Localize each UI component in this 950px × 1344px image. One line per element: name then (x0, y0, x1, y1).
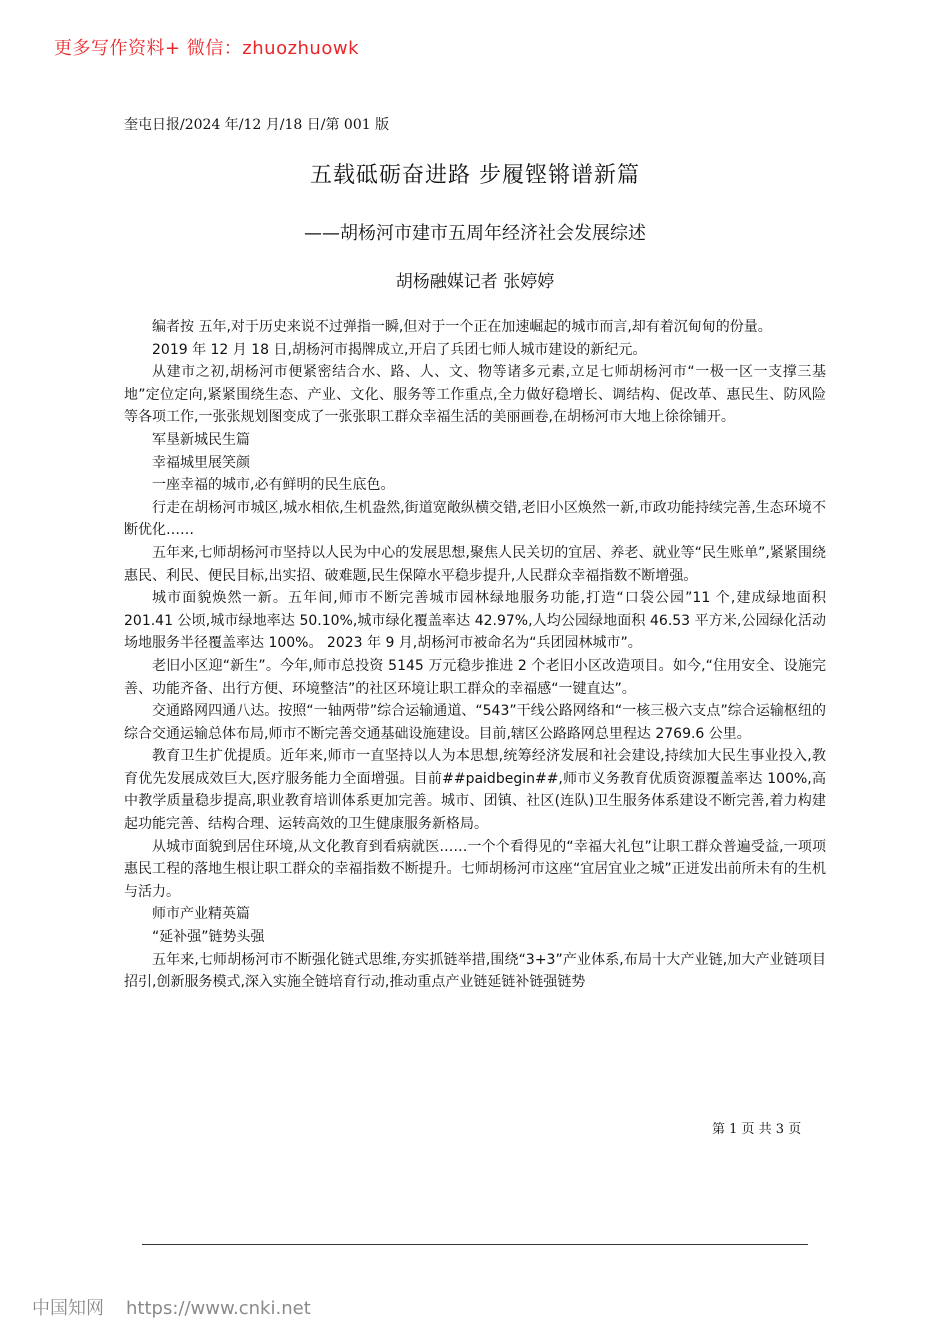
paragraph: 一座幸福的城市,必有鲜明的民生底色。 (152, 477, 395, 494)
cnki-watermark (32, 1294, 311, 1320)
source-line: 奎屯日报/2024 年/12 月/18 日/第 001 版 (124, 117, 390, 133)
paragraph: 五年来,七师胡杨河市坚持以人民为中心的发展思想,聚焦人民关切的宜居、养老、就业等“民生账单”,紧紧围绕惠民、利民、便民目标,出实招、破难题,民生保障水平稳步提升,人民群众幸福指数不断增强。 (124, 544, 826, 584)
paragraph: 从城市面貌到居住环境,从文化教育到看病就医……一个个看得见的“幸福大礼包”让职工群众普遍受益,一项项惠民工程的落地生根让职工群众的幸福指数不断提升。七师胡杨河市这座“宜居宜业之城”正迸发出前所未有的生机与活力。 (124, 838, 826, 900)
paragraph: 2019 年 12 月 18 日,胡杨河市揭牌成立,开启了兵团七师人城市建设的新纪元。 (152, 341, 647, 358)
paragraph: 从建市之初,胡杨河市便紧密结合水、路、人、文、物等诸多元素,立足七师胡杨河市“一极一区一支撑三基地”定位定向,紧紧围绕生态、产业、文化、服务等工作重点,全力做好稳增长、调结构、促改革、惠民生、防风险等各项工作,一张张规划图变成了一张张职工群众幸福生活的美丽画卷,在胡杨河市大地上徐徐铺开。 (124, 364, 826, 426)
paragraph: 老旧小区迎“新生”。今年,师市总投资 5145 万元稳步推进 2 个老旧小区改造项目。如今,“住用安全、设施完善、功能齐备、出行方便、环境整洁”的社区环境让职工群众的幸福感“一键直达”。 (124, 657, 826, 697)
paragraph: 行走在胡杨河市城区,城水相依,生机盎然,街道宽敞纵横交错,老旧小区焕然一新,市政功能持续完善,生态环境不断优化…… (124, 499, 826, 539)
article-subtitle: ——胡杨河市建市五周年经济社会发展综述 (304, 223, 646, 244)
watermark-brand: 中国知网 (32, 1298, 104, 1319)
footer-divider (142, 1244, 808, 1245)
section-subheading: 幸福城里展笑颜 (152, 454, 250, 471)
watermark-url: https://www.cnki.net (126, 1298, 311, 1319)
page-number: 第 1 页 共 3 页 (712, 1122, 802, 1137)
paragraph: 交通路网四通八达。按照“一轴两带”综合运输通道、“543”干线公路网络和“一核三极六支点”综合运输枢纽的综合交通运输总体布局,师市不断完善交通基础设施建设。目前,辖区公路路网总里程达 2769.6 公里。 (124, 703, 826, 742)
section-heading: 师市产业精英篇 (152, 906, 250, 923)
article-body (124, 316, 826, 994)
article-author: 胡杨融媒记者 张婷婷 (395, 272, 555, 292)
paragraph-editor-note: 编者按 五年,对于历史来说不过弹指一瞬,但对于一个正在加速崛起的城市而言,却有着沉甸甸的份量。 (152, 319, 772, 335)
section-subheading: “延补强”链势头强 (152, 929, 265, 946)
paragraph: 城市面貌焕然一新。五年间,师市不断完善城市园林绿地服务功能,打造“口袋公园”11 个,建成绿地面积 201.41 公顷,城市绿地率达 50.10%,城市绿化覆盖率达 42.97%,人均公园绿地面积 46.53 平方米,公园绿化活动场地服务半径覆盖率达 100%。 2023 年 9 月,胡杨河市被命名为“兵团园林城市”。 (124, 590, 826, 652)
article-title: 五载砥砺奋进路 步履铿锵谱新篇 (310, 163, 640, 188)
section-heading: 军垦新城民生篇 (152, 431, 250, 448)
promo-banner: 更多写作资料+ 微信：zhuozhuowk (54, 38, 360, 59)
paragraph: 五年来,七师胡杨河市不断强化链式思维,夯实抓链举措,围绕“3+3”产业体系,布局十大产业链,加大产业链项目招引,创新服务模式,深入实施全链培育行动,推动重点产业链延链补链强链势 (124, 951, 826, 991)
paragraph: 教育卫生扩优提质。近年来,师市一直坚持以人为本思想,统筹经济发展和社会建设,持续加大民生事业投入,教育优先发展成效巨大,医疗服务能力全面增强。目前##paidbegin##,师市义务教育优质资源覆盖率达 100%,高中教学质量稳步提高,职业教育培训体系更加完善。城市、团镇、社区(连队)卫生服务体系建设不断完善,着力构建起功能完善、结构合理、运转高效的卫生健康服务新格局。 (124, 748, 826, 833)
